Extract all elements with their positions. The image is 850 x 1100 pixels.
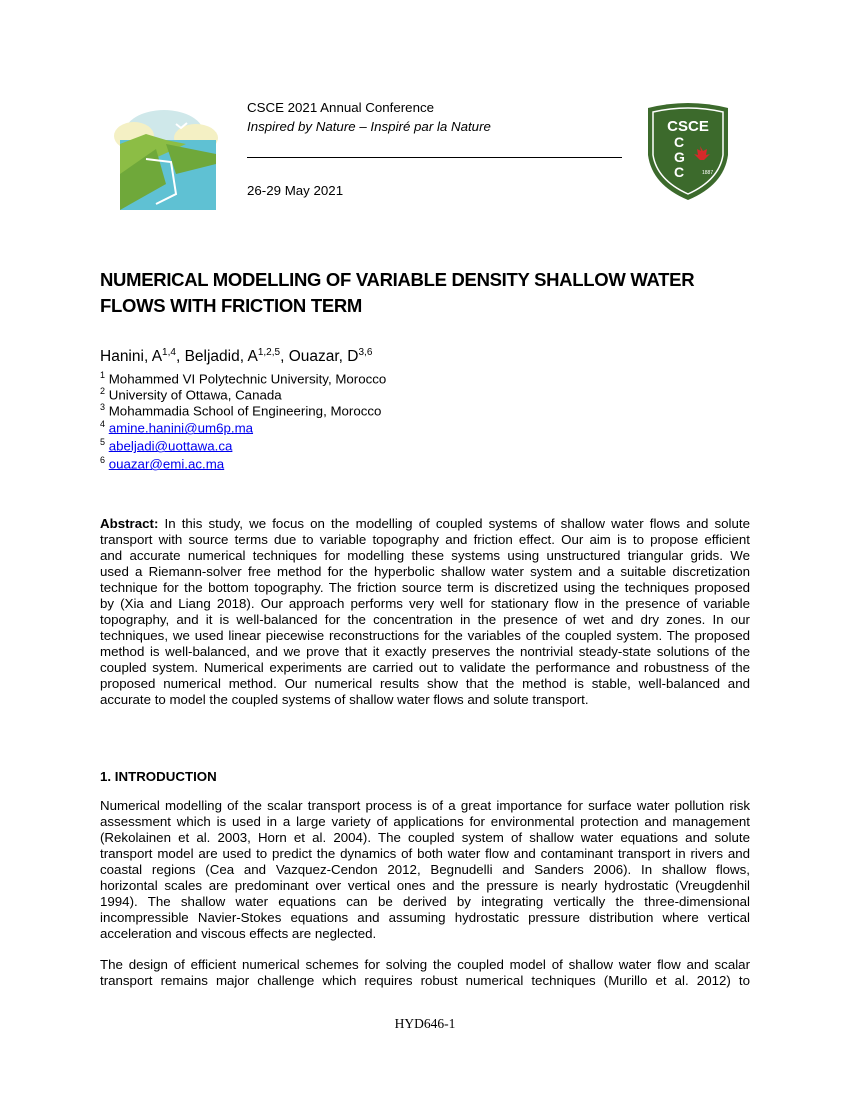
text-line: technique for the bottom topography. The friction source term is discretized using the techniques proposed [100, 580, 750, 595]
email-link[interactable]: amine.hanini@um6p.ma [108, 420, 254, 436]
conference-dates: 26-29 May 2021 [247, 183, 344, 198]
text-line: horizontal scales are predominant over vertical ones and the pressure is nearly hydrostatic (Vreugdenhil [100, 878, 750, 893]
affiliation: $^1$ Mohammed VI Polytechnic University, Morocco [100, 370, 387, 387]
header-rule [247, 157, 622, 158]
text-line: 1994). The shallow water equations can be derived by integrating vertically the three-dimensional [100, 894, 750, 909]
title-line: NUMERICAL MODELLING OF VARIABLE DENSITY SHALLOW WATER [100, 269, 695, 290]
csce-shield-logo [644, 100, 732, 202]
text-line: coupled system. Numerical experiments are carried out to validate the performance and robustness of the [100, 660, 750, 675]
author: Ouazar, D$^{3,6}$ [288, 347, 373, 366]
text-line: proposed numerical method. Our numerical results show that the method is stable, well-balanced and [100, 676, 750, 691]
text-line: used a Riemann-solver free method for the hyperbolic shallow water system and a suitable discretization [100, 564, 750, 579]
email-entry: $^6$ ouazar@emi.ac.ma [100, 455, 225, 472]
text-line: acceleration and viscous effects are neglected. [100, 926, 377, 941]
svg-text:G: G [674, 149, 685, 165]
email-entry: $^4$ amine.hanini@um6p.ma [100, 419, 254, 436]
text-line: and accurate numerical techniques for modelling these systems using unstructured triangular grids. We [100, 548, 750, 563]
email-entry: $^5$ abeljadi@uottawa.ca [100, 437, 233, 454]
title-line: FLOWS WITH FRICTION TERM [100, 295, 363, 316]
abstract [100, 516, 750, 708]
conference-logo [106, 104, 222, 214]
text-line: assessment which is used in a large variety of applications for environmental protection and management [100, 814, 750, 829]
text-line: The design of efficient numerical schemes for solving the coupled model of shallow water flow and scalar [100, 957, 750, 972]
author: Hanini, A$^{1,4}$, [100, 347, 185, 366]
authors [100, 347, 372, 366]
text-line: topography, and it is well-balanced for the concentration in the presence of wet and dry zones. In our [100, 612, 750, 627]
text-line: coastal regions (Cea and Vazquez-Cendon 2012, Begnudelli and Sanders 2006). In shallow flows, [100, 862, 750, 877]
conference-name: CSCE 2021 Annual Conference [247, 100, 435, 115]
affiliation: $^3$ Mohammadia School of Engineering, Morocco [100, 402, 382, 419]
text-line: by (Xia and Liang 2018). Our approach performs very well for stationary flow in the presence of variable [100, 596, 750, 611]
affiliation: $^2$ University of Ottawa, Canada [100, 386, 282, 403]
svg-text:CSCE: CSCE [667, 118, 709, 135]
text-line: accurate to model the coupled systems of shallow water flows and solute transport. [100, 692, 589, 707]
text-line: (Rekolainen et al. 2003, Horn et al. 2004). The coupled system of shallow water equations and solute [100, 830, 750, 845]
text-line: transport remains major challenge which requires robust numerical techniques (Murillo et al. 2012) to [100, 973, 750, 988]
svg-text:C: C [674, 164, 685, 180]
svg-text:1887: 1887 [702, 170, 714, 176]
paper-title [100, 267, 694, 319]
text-line: transport with source terms due to variable topography and friction effect. Our aim is to propose efficient [100, 532, 750, 547]
intro-paragraph-2 [100, 957, 750, 989]
intro-paragraph-1 [100, 798, 750, 942]
text-line: Numerical modelling of the scalar transport process is of a great importance for surface water pollution risk [100, 798, 750, 813]
svg-text:C: C [674, 134, 685, 150]
section-heading: 1. INTRODUCTION [100, 769, 217, 784]
page-footer: HYD646-1 [394, 1016, 456, 1031]
text-line: transport model are used to predict the dynamics of both water flow and contaminant transport in rivers and [100, 846, 750, 861]
text-line: Abstract: In this study, we focus on the modelling of coupled systems of shallow water flows and solute [100, 516, 750, 531]
text-line: techniques, we used linear piecewise reconstructions for the variables of the coupled system. The proposed [100, 628, 750, 643]
author: Beljadid, A$^{1,2,5}$, [184, 347, 289, 366]
text-line: incompressible Navier-Stokes equations and assuming hydrostatic pressure distribution where vertical [100, 910, 750, 925]
text-line: method is well-balanced, and we prove that it exactly preserves the nontrivial steady-state solutions of the [100, 644, 750, 659]
abstract-label: Abstract: [100, 516, 159, 531]
email-link[interactable]: ouazar@emi.ac.ma [108, 456, 225, 472]
conference-motto: Inspired by Nature – Inspiré par la Nature [247, 119, 491, 134]
email-link[interactable]: abeljadi@uottawa.ca [108, 438, 233, 454]
